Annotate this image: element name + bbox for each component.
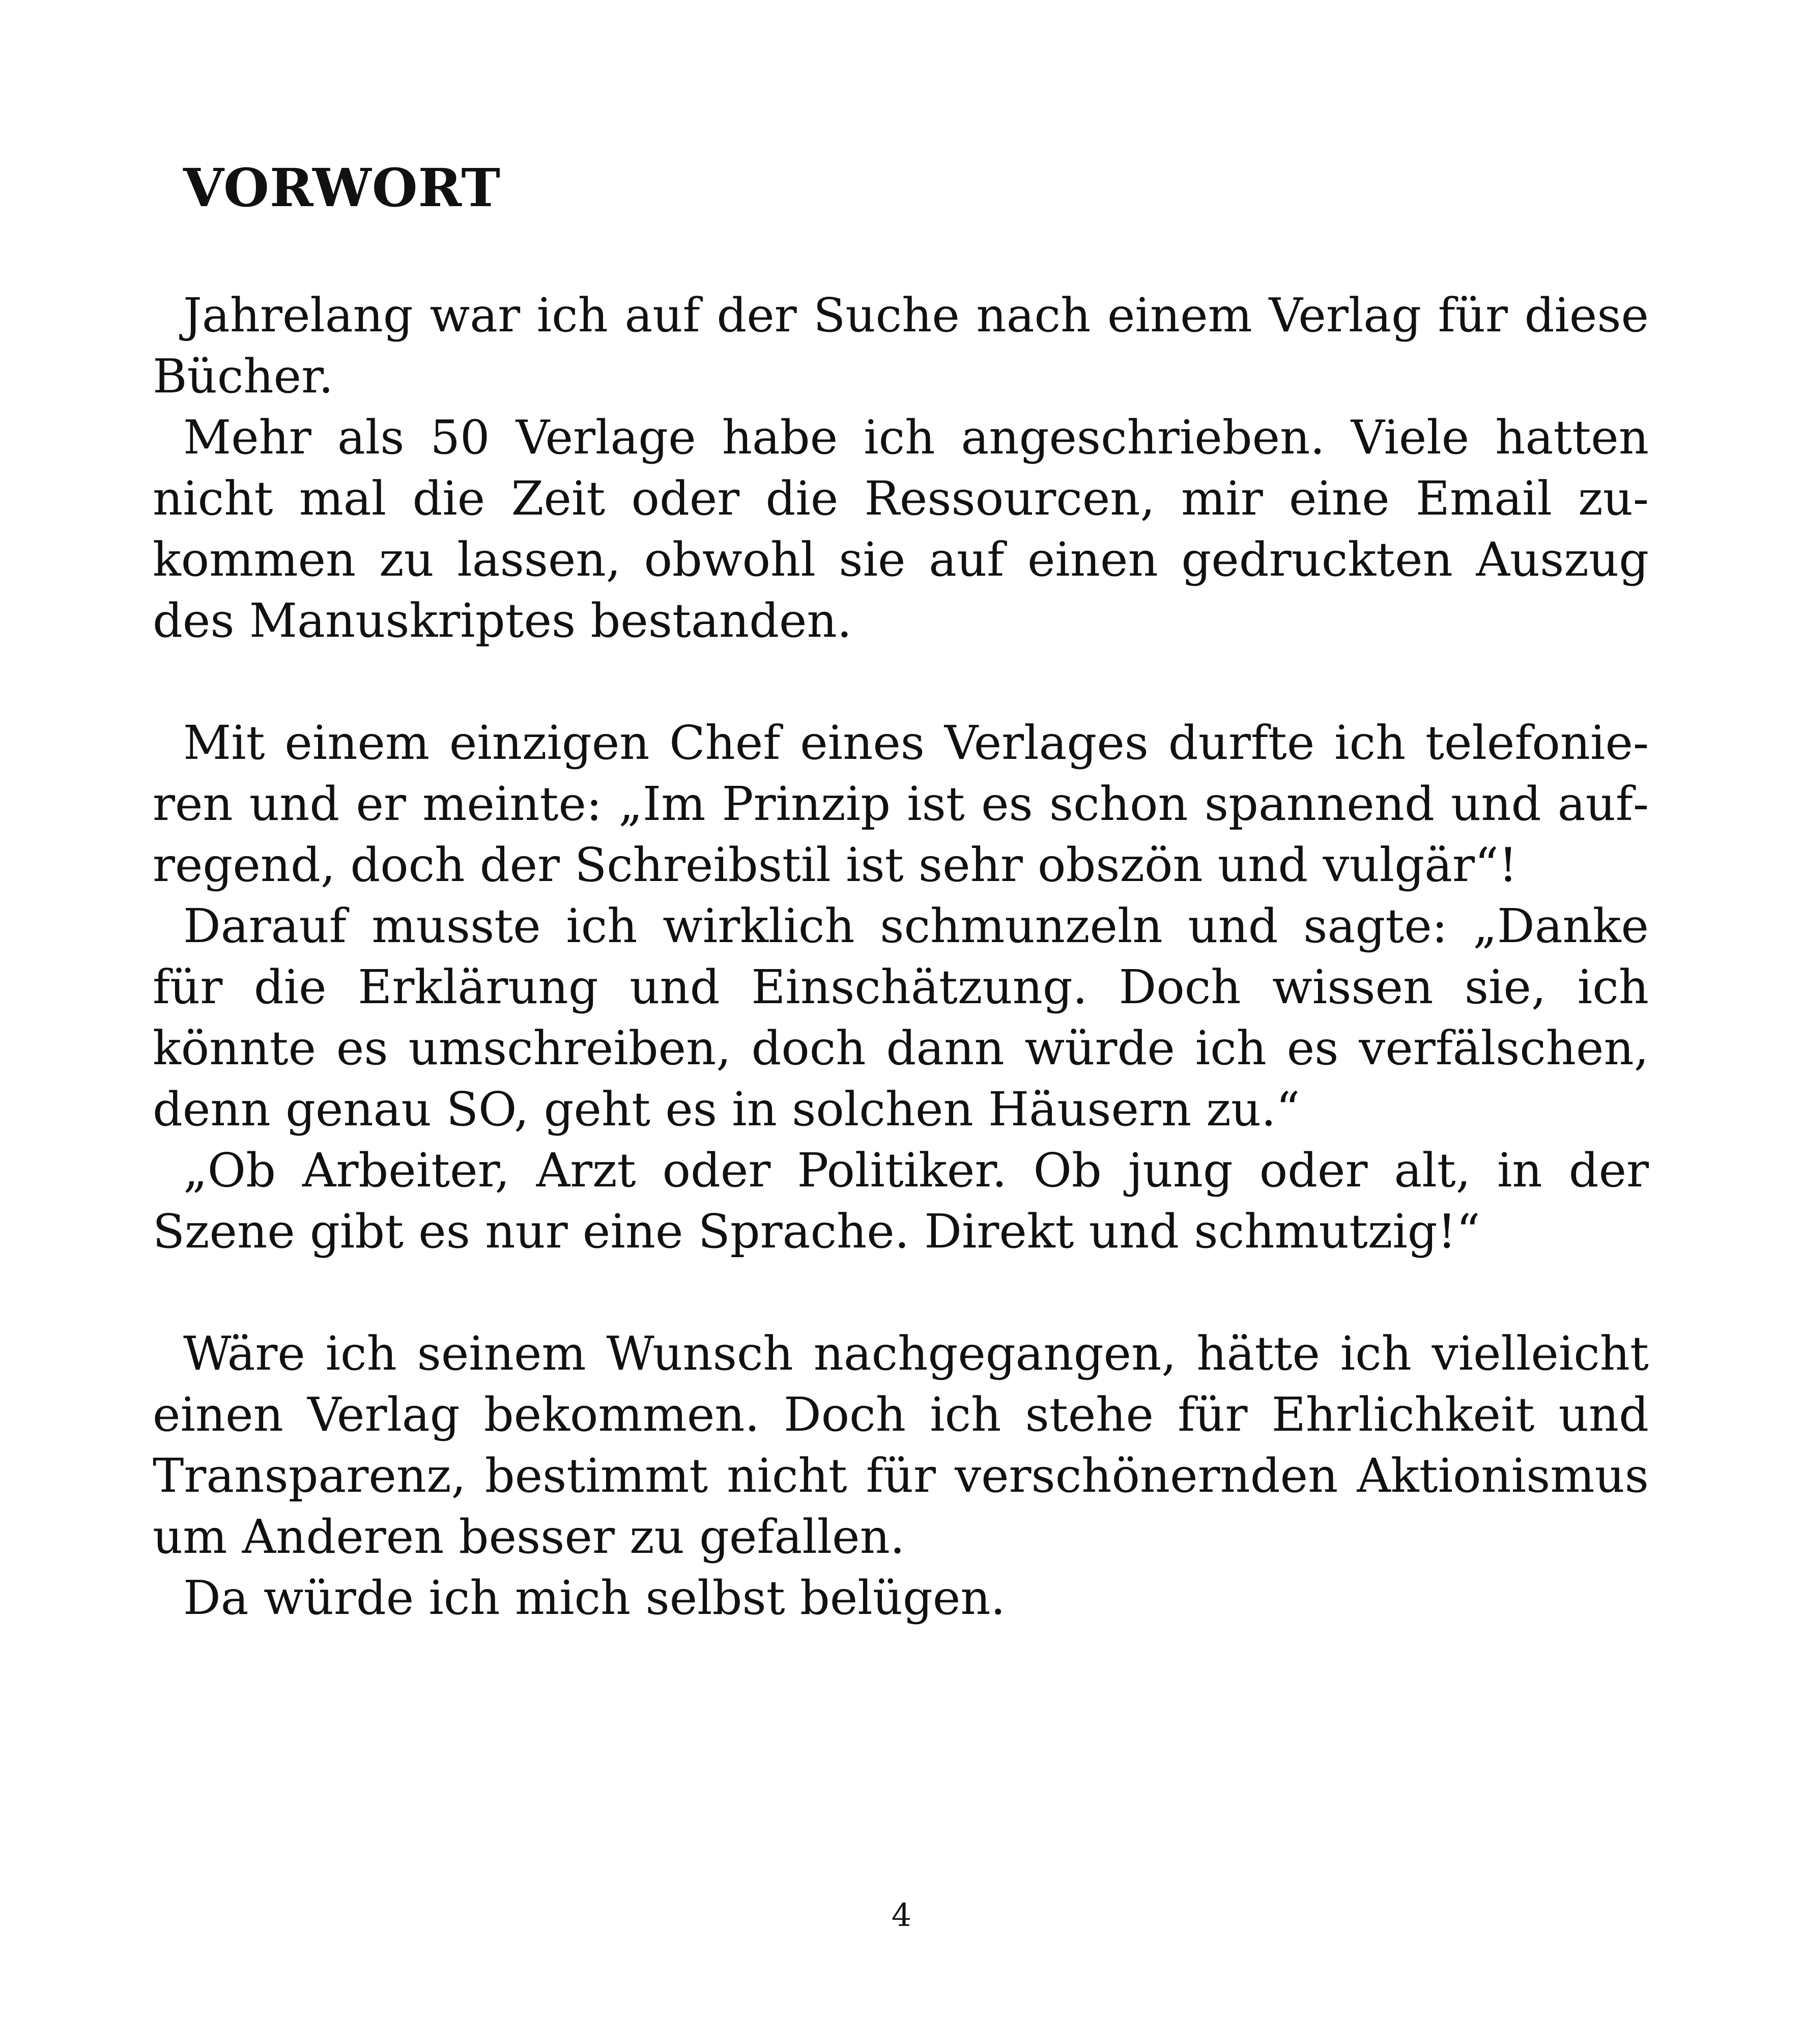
page-number: 4 [891, 1896, 912, 1934]
paragraph-2: Mehr als 50 Verlage habe ich angeschrieben. Viele hatten nicht mal die Zeit oder die Ressourcen, mir eine Email zukommen zu lassen, obwohl sie auf einen gedruckten Auszug des Manuskriptes bestanden. [153, 410, 1649, 648]
paragraph-7: Da würde ich mich selbst belügen. [183, 1571, 1006, 1625]
paragraph-4: Darauf musste ich wirklich schmunzeln und sagte: „Danke für die Erklärung und Einschätzung. Doch wissen sie, ich könnte es umschreiben, doch dann würde ich es verfälschen, denn genau SO, geht es in solchen Häusern zu.“ [153, 899, 1649, 1137]
chapter-heading: VORWORT [183, 157, 501, 219]
body-text [153, 285, 1649, 1629]
paragraph-6: Wäre ich seinem Wunsch nachgegangen, hätte ich vielleicht einen Verlag bekommen. Doch ich stehe für Ehrlichkeit und Transparenz, bestimmt nicht für verschönernden Aktionismus um Anderen besser zu gefallen. [153, 1326, 1649, 1564]
paragraph-3: Mit einem einzigen Chef eines Verlages durfte ich telefonieren und er meinte: „Im Prinzip ist es schon spannend und aufregend, doch der Schreibstil ist sehr obszön und vulgär“! [153, 716, 1649, 892]
paragraph-1: Jahrelang war ich auf der Suche nach einem Verlag für diese Bücher. [153, 288, 1649, 404]
paragraph-5: „Ob Arbeiter, Arzt oder Politiker. Ob jung oder alt, in der Szene gibt es nur eine Sprache. Direkt und schmutzig!“ [153, 1143, 1649, 1259]
